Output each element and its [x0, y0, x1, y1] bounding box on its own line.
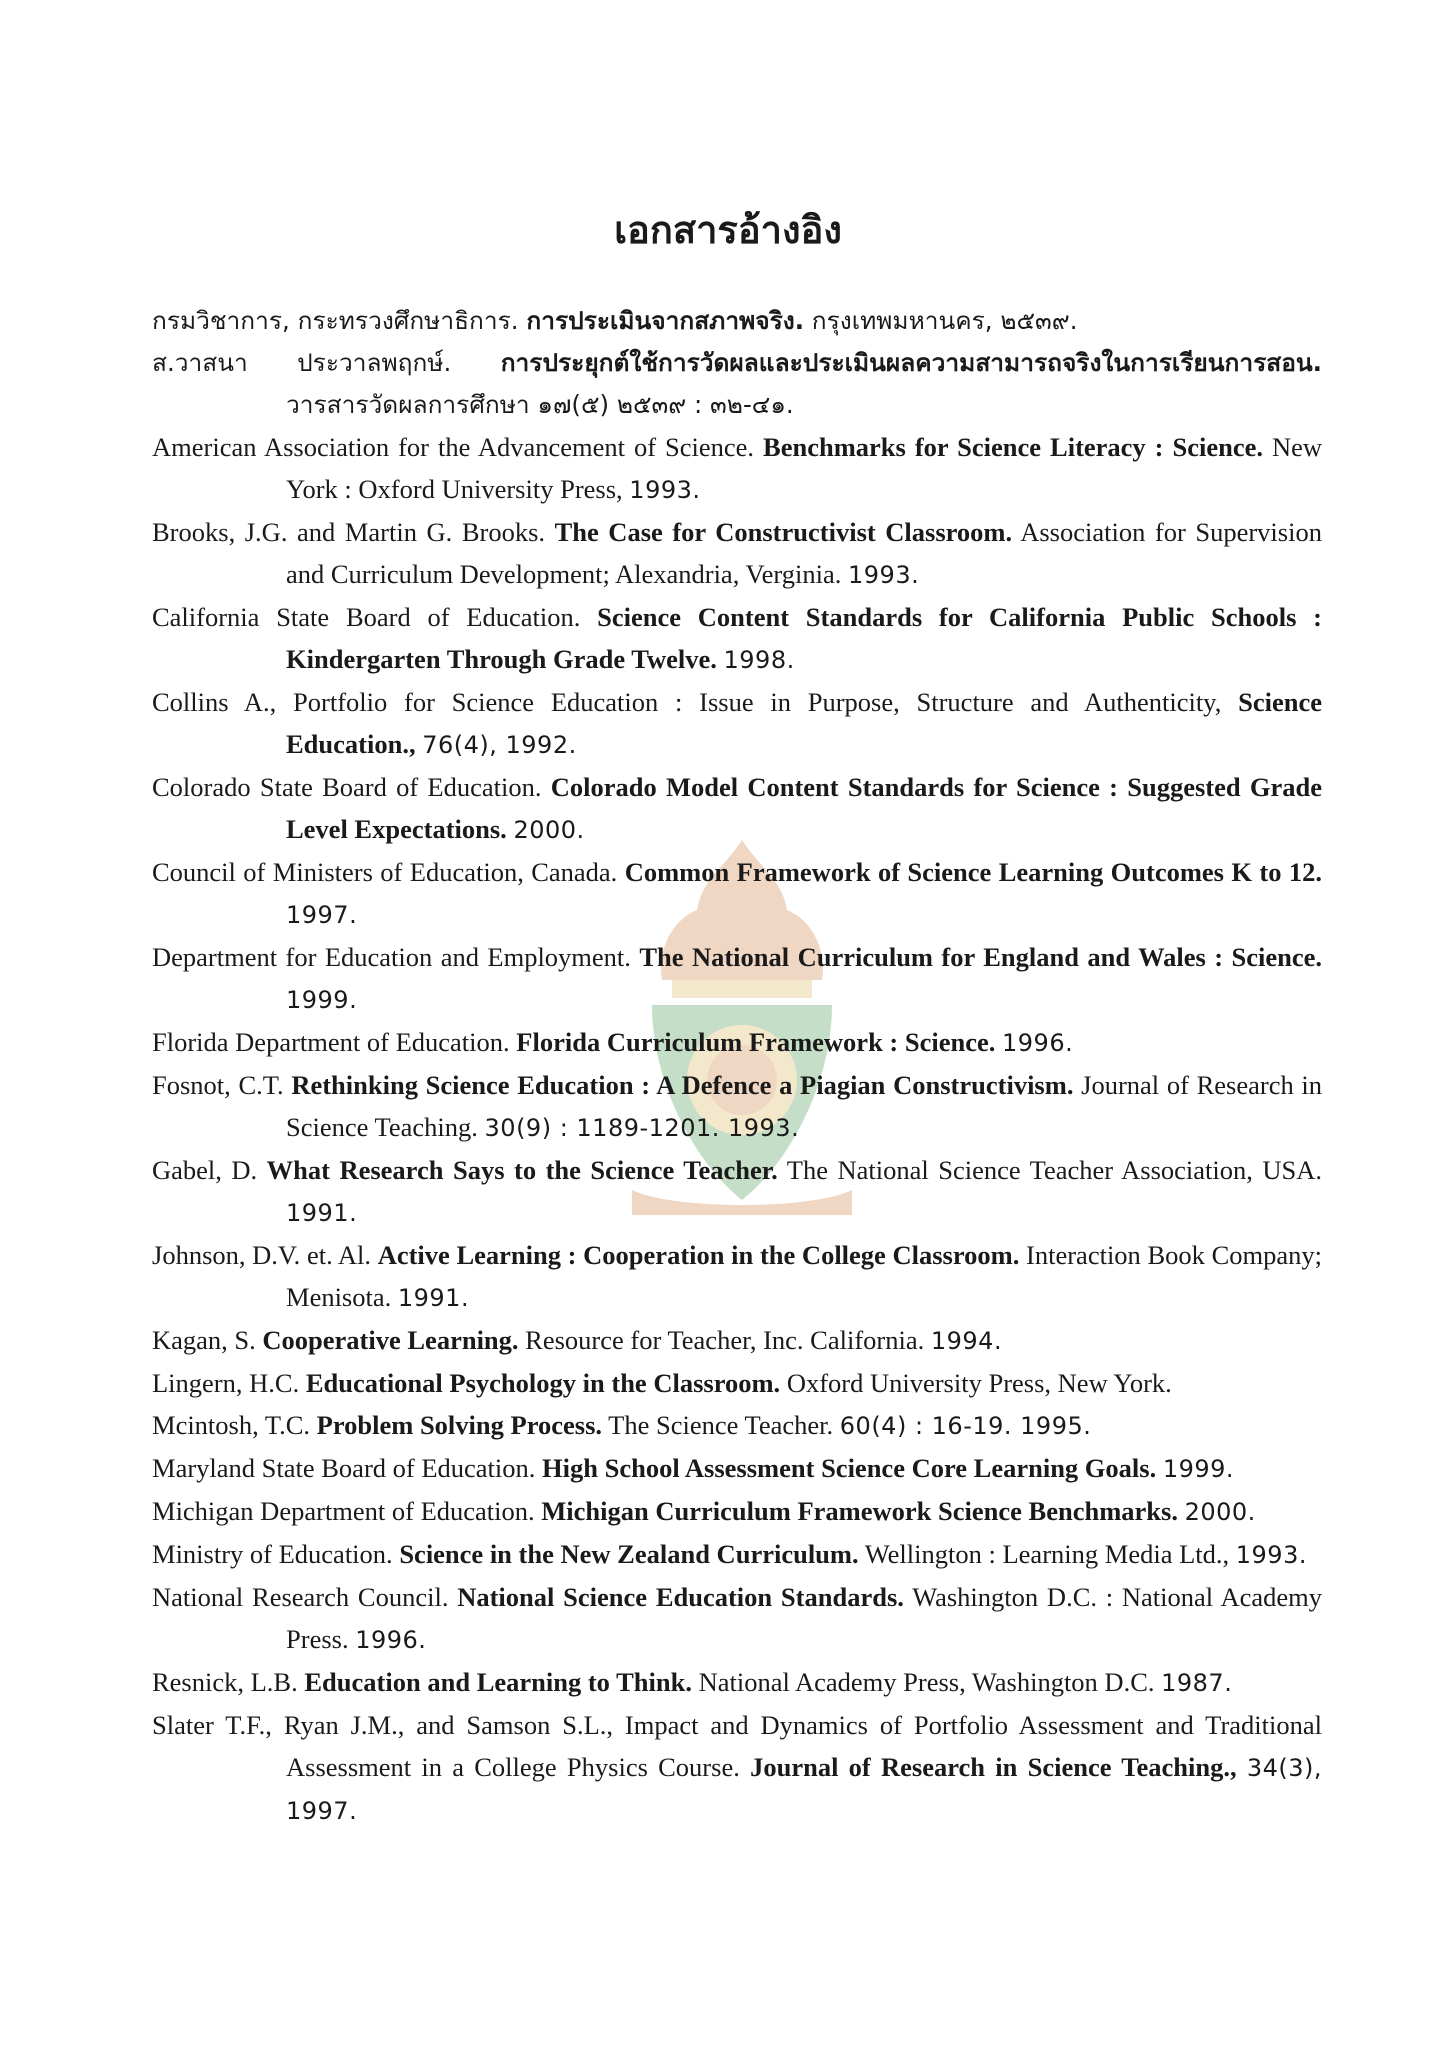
page-title: เอกสารอ้างอิง: [614, 208, 842, 252]
reference-title: Rethinking Science Education : A Defence a Piagian Constructivism.: [291, 1070, 1074, 1100]
reference-text: National Research Council.: [152, 1582, 458, 1612]
reference-title: National Science Education Standards.: [457, 1582, 904, 1612]
reference-entry: [152, 766, 1322, 851]
reference-text: 1998.: [723, 646, 795, 674]
reference-entry: [152, 1661, 1322, 1704]
reference-text: กรมวิชาการ, กระทรวงศึกษาธิการ.: [152, 306, 527, 335]
reference-title: Journal of Research in Science Teaching.,: [750, 1752, 1237, 1782]
reference-entry: [152, 426, 1322, 511]
reference-text: Department for Education and Employment.: [152, 942, 640, 972]
reference-title: Science Content Standards for California Public Schools : Kindergarten Through Grade Twelve.: [286, 602, 1322, 674]
reference-text: Gabel, D.: [152, 1155, 267, 1185]
reference-text: ส.วาสนา ประวาลพฤกษ์.: [152, 348, 501, 377]
reference-title: Science Education.,: [286, 687, 1322, 759]
reference-text: 1993.: [848, 561, 920, 589]
reference-text: The Science Teacher.: [602, 1410, 840, 1440]
reference-text: 1987.: [1161, 1669, 1233, 1697]
reference-entry: [152, 1490, 1322, 1533]
reference-text: Washington D.C. : National Academy Press.: [286, 1582, 1322, 1654]
reference-text: Association for Supervision and Curriculum Development; Alexandria, Verginia.: [286, 517, 1322, 589]
reference-text: 1996.: [1002, 1029, 1074, 1057]
reference-text: American Association for the Advancement of Science.: [152, 432, 764, 462]
reference-title: Education and Learning to Think.: [304, 1667, 692, 1697]
reference-text: The National Science Teacher Association, USA.: [777, 1155, 1322, 1185]
reference-text: Lingern, H.C.: [152, 1368, 306, 1398]
reference-text: กรุงเทพมหานคร, ๒๕๓๙.: [804, 306, 1078, 335]
reference-entry: [152, 596, 1322, 681]
reference-title: การประเมินจากสภาพจริง.: [526, 306, 805, 335]
reference-entry: [152, 1704, 1322, 1832]
reference-text: 1994.: [930, 1327, 1003, 1355]
reference-entry: [152, 681, 1322, 766]
reference-text: 1999.: [1162, 1455, 1235, 1483]
reference-text: 1993.: [629, 476, 701, 504]
reference-text: [1178, 1496, 1185, 1526]
reference-entry: [152, 1021, 1322, 1064]
reference-text: Collins A., Portfolio for Science Education : Issue in Purpose, Structure and Authenticity,: [152, 687, 1239, 717]
reference-text: Kagan, S.: [152, 1325, 263, 1355]
reference-title: Benchmarks for Science Literacy : Science.: [763, 432, 1263, 462]
reference-text: 2000.: [1184, 1498, 1256, 1526]
reference-title: Science in the New Zealand Curriculum.: [399, 1539, 859, 1569]
reference-entry: [152, 1319, 1322, 1362]
reference-entry: [152, 1576, 1322, 1661]
reference-title: Florida Curriculum Framework : Science.: [516, 1027, 996, 1057]
reference-text: National Academy Press, Washington D.C.: [691, 1667, 1162, 1697]
reference-entry: [152, 1234, 1322, 1319]
reference-text: Mcintosh, T.C.: [152, 1410, 317, 1440]
reference-title: What Research Says to the Science Teacher.: [266, 1155, 778, 1185]
reference-text: California State Board of Education.: [152, 602, 598, 632]
reference-title: The Case for Constructivist Classroom.: [554, 517, 1013, 547]
reference-entry: [152, 1064, 1322, 1149]
reference-text: 30(9) : 1189-1201. 1993.: [484, 1114, 800, 1142]
reference-entry: [152, 511, 1322, 596]
reference-entry: [152, 342, 1322, 426]
reference-title: การประยุกต์ใช้การวัดผลและประเมินผลความสามารถจริงในการเรียนการสอน.: [500, 348, 1322, 377]
reference-text: 1993.: [1235, 1541, 1307, 1569]
reference-entry: [152, 1533, 1322, 1576]
reference-text: Florida Department of Education.: [152, 1027, 517, 1057]
reference-text: Michigan Department of Education.: [152, 1496, 542, 1526]
reference-entry: [152, 1149, 1322, 1234]
reference-title: Active Learning : Cooperation in the College Classroom.: [377, 1240, 1020, 1270]
reference-text: 1999.: [286, 986, 358, 1014]
reference-entry: [152, 1404, 1322, 1447]
reference-text: 76(4), 1992.: [422, 731, 577, 759]
reference-text: Johnson, D.V. et. Al.: [152, 1240, 378, 1270]
reference-title: Cooperative Learning.: [262, 1325, 519, 1355]
reference-title: Michigan Curriculum Framework Science Benchmarks.: [541, 1496, 1178, 1526]
reference-text: Slater T.F., Ryan J.M., and Samson S.L., Impact and Dynamics of Portfolio Assessment and Traditional Assessment in a College Physics Course.: [152, 1710, 1322, 1782]
reference-text: Resource for Teacher, Inc. California.: [518, 1325, 931, 1355]
reference-text: Wellington : Learning Media Ltd.,: [858, 1539, 1236, 1569]
reference-text: 1997.: [286, 901, 358, 929]
reference-title: Educational Psychology in the Classroom.: [305, 1368, 781, 1398]
reference-text: 1996.: [355, 1626, 427, 1654]
reference-text: Fosnot, C.T.: [152, 1070, 292, 1100]
reference-title: High School Assessment Science Core Learning Goals.: [542, 1453, 1157, 1483]
reference-text: Council of Ministers of Education, Canada.: [152, 857, 625, 887]
reference-list: [152, 300, 1322, 1832]
reference-text: Oxford University Press, New York.: [780, 1368, 1172, 1398]
reference-text: Maryland State Board of Education.: [152, 1453, 543, 1483]
reference-entry: [152, 1362, 1322, 1404]
reference-text: Resnick, L.B.: [152, 1667, 305, 1697]
reference-text: Colorado State Board of Education.: [152, 772, 551, 802]
reference-title: The National Curriculum for England and Wales : Science.: [639, 942, 1322, 972]
reference-entry: [152, 300, 1322, 342]
reference-text: [717, 644, 724, 674]
reference-text: 1991.: [397, 1284, 470, 1312]
reference-text: [1156, 1453, 1163, 1483]
reference-text: วารสารวัดผลการศึกษา ๑๗(๕) ๒๕๓๙ : ๓๒-๔๑.: [286, 390, 794, 419]
reference-entry: [152, 1447, 1322, 1490]
reference-text: [1237, 1752, 1247, 1782]
reference-text: 1991.: [286, 1199, 358, 1227]
reference-text: Ministry of Education.: [152, 1539, 400, 1569]
reference-title: Problem Solving Process.: [316, 1410, 603, 1440]
reference-title: Colorado Model Content Standards for Science : Suggested Grade Level Expectations.: [286, 772, 1322, 844]
reference-entry: [152, 936, 1322, 1021]
reference-text: New York : Oxford University Press,: [286, 432, 1322, 504]
reference-text: Journal of Research in Science Teaching.: [286, 1070, 1323, 1142]
reference-text: 60(4) : 16-19. 1995.: [839, 1412, 1092, 1440]
reference-entry: [152, 851, 1322, 936]
reference-text: Interaction Book Company; Menisota.: [286, 1240, 1322, 1312]
reference-text: 34(3), 1997.: [286, 1754, 1323, 1825]
reference-text: Brooks, J.G. and Martin G. Brooks.: [152, 517, 555, 547]
reference-title: Common Framework of Science Learning Outcomes K to 12.: [624, 857, 1322, 887]
reference-text: 2000.: [513, 816, 585, 844]
